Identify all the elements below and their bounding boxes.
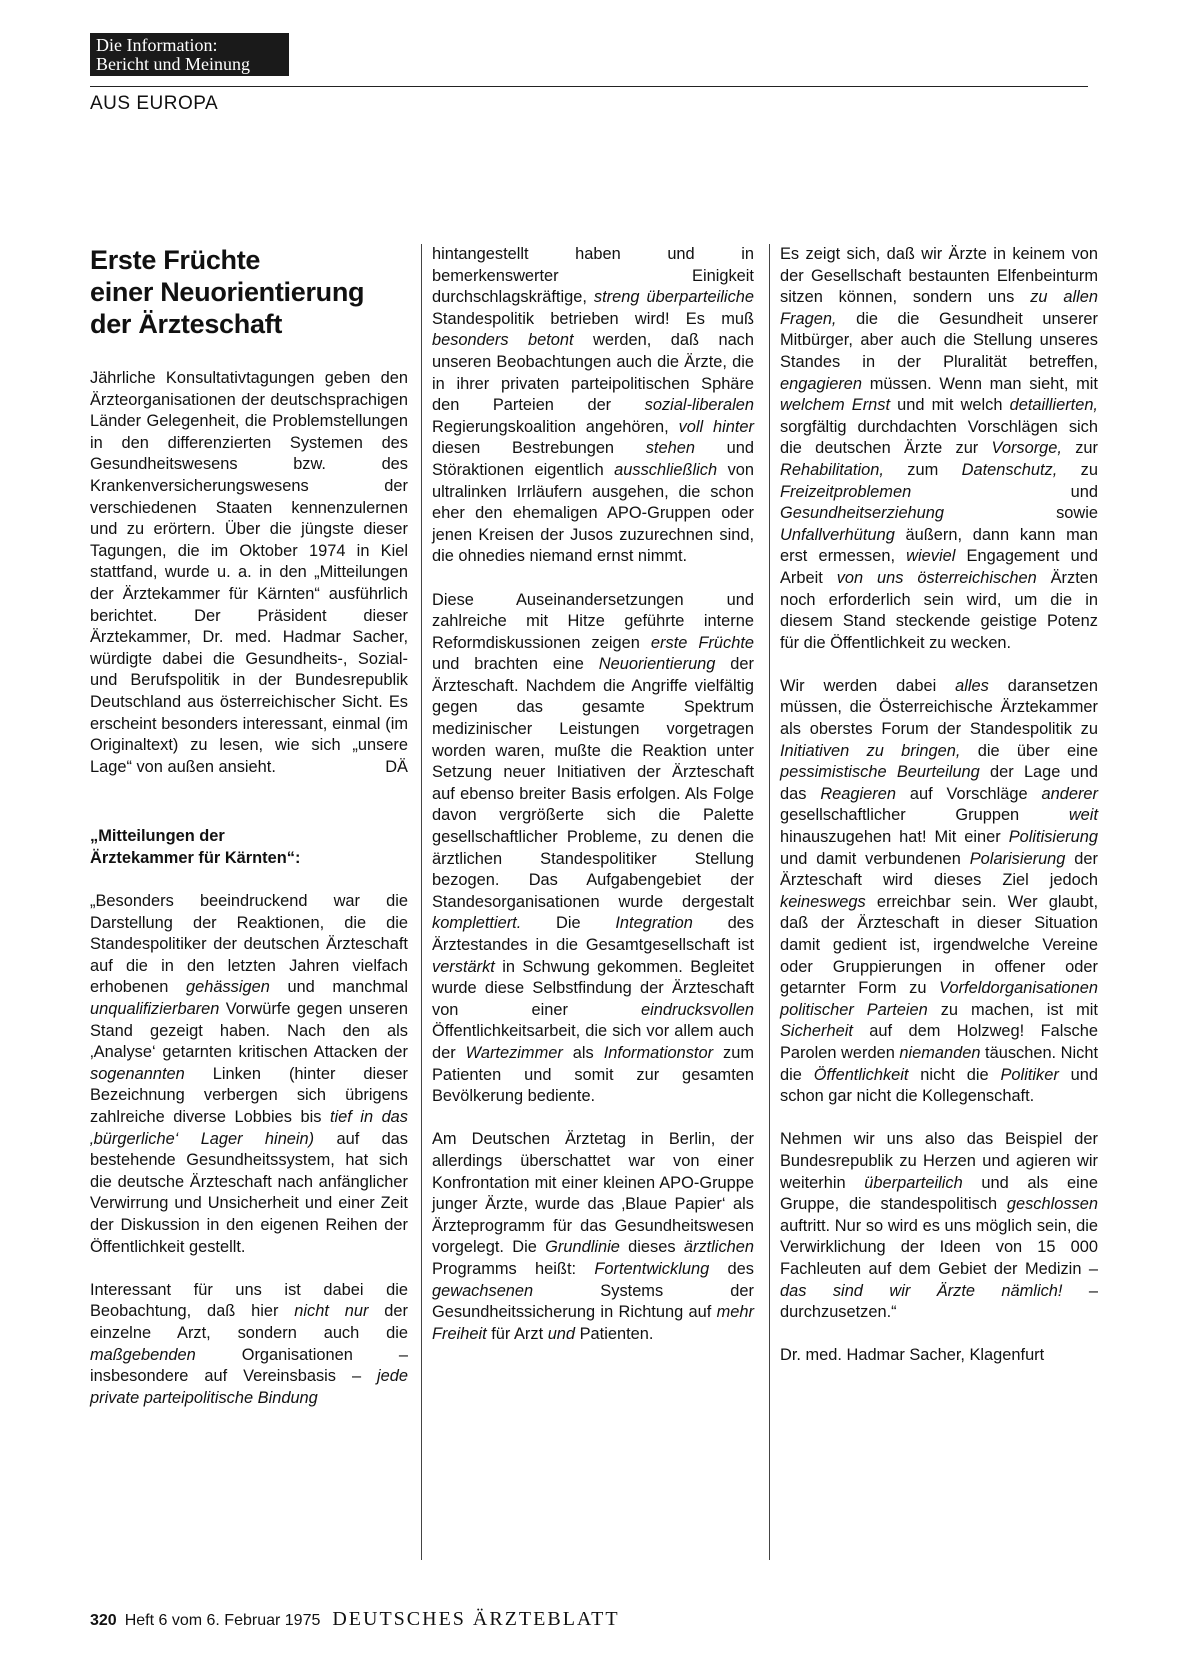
header-rule [90, 86, 1088, 87]
issue-info: Heft 6 vom 6. Februar 1975 [124, 1612, 321, 1629]
paragraph-6: Wir werden dabei alles daransetzen müssen, die Österreichische Ärztekammer als oberstes Forum der Standespolitik zu Initiativen zu bringen, die über eine pessimistische Beurteilung der Lage und das Reagieren auf Vorschläge anderer gesellschaftlicher Gruppen weit hinauszugehen hat! Mit einer Politisierung und damit verbundenen Polarisierung der Ärzteschaft wird dieses Ziel jedoch keineswegs erreichbar sein. Wer glaubt, daß der Ärzteschaft in dieser Situation damit gedient ist, irgendwelche Vereine oder Gruppierungen in offener oder getarnter Form zu Vorfeldorganisationen politischer Parteien zu machen, ist mit Sicherheit auf dem Holzweg! Falsche Parolen werden niemanden täuschen. Nicht die Öffentlichkeit nicht die Politiker und schon gar nicht die Kollegenschaft. [780, 676, 1099, 1106]
paragraph-5: Es zeigt sich, daß wir Ärzte in keinem von der Gesellschaft bestaunten Elfenbeinturm sitzen können, sondern uns zu allen Fragen, die die Gesundheit unserer Mitbürger, aber auch die Stellung unseres Standes in der Pluralität betreffen, engagieren müssen. Wenn man sieht, mit welchem Ernst und mit welch detaillierten, sorgfältig durchdachten Vorschlägen sich die deutschen Ärzte zur Vorsorge, zur Rehabilitation, zum Datenschutz, zu Freizeitproblemen und Gesundheitserziehung sowie Unfallverhütung äußern, dann kann man erst ermessen, wieviel Engagement und Arbeit von uns österreichischen Ärzten noch erforderlich sein wird, um die in diesem Stand steckende geistige Potenz für die Öffentlichkeit zu wecken. [780, 245, 1098, 652]
intro-paragraph: Jährliche Konsultativtagungen geben den Ärzteorganisationen der deutschsprachigen Länder Gelegenheit, die Problemstellungen in den differenzierten Systemen des Gesundheitswesens bzw. des Krankenversicherungswesens der verschiedenen Staaten kennenzulernen und zu erörtern. Über die jüngste dieser Tagungen, die im Oktober 1974 in Kiel stattfand, wurde u. a. in den „Mitteilungen der Ärztekammer für Kärnten“ ausführlich berichtet. Der Präsident dieser Ärztekammer, Dr. med. Hadmar Sacher, würdigte dabei die Gesundheits-, Sozial- und Berufspolitik in der Bundesrepublik Deutschland aus österreichischer Sicht. Es erscheint besonders interessant, einmal (im Originaltext) zu lesen, wie sich „unsere Lage“ von außen ansieht. DÄ [90, 368, 408, 778]
paragraph-2-start: Interessant für uns ist dabei die Beobachtung, daß hier nicht nur der einzelne Arzt, sondern auch die maßgebenden Organisationen – insbesondere auf Vereinsbasis – jede private parteipolitische Bindung [90, 1280, 408, 1407]
column-divider-1 [421, 244, 422, 1560]
magazine-name: DEUTSCHES ÄRZTEBLATT [332, 1608, 620, 1630]
headline: Erste Früchte einer Neuorientierung der Ärzteschaft [90, 245, 365, 339]
paragraph-4: Am Deutschen Ärztetag in Berlin, der allerdings überschattet war von einer Konfrontation mit einer kleinen APO-Gruppe junger Ärzte, wurde das ‚Blaue Papier‘ als Ärzteprogramm für das Gesundheitswesen vorgelegt. Die Grundlinie dieses ärztlichen Programms heißt: Fortentwicklung des gewachsenen Systems der Gesundheitssicherung in Richtung auf mehr Freiheit für Arzt und Patienten. [432, 1130, 754, 1343]
paragraph-1: „Besonders beeindruckend war die Darstellung der Reaktionen, die die Standespolitiker der deutschen Ärzteschaft auf die in den letzten Jahren vielfach erhobenen gehässigen und manchmal unqualifizierbaren Vorwürfe gegen unseren Stand gezeigt haben. Nach den als ‚Analyse‘ getarnten kritischen Attacken der sogenannten Linken (hinter dieser Bezeichnung verbergen sich übrigens zahlreiche diverse Lobbies bis tief in das ‚bürgerliche‘ Lager hinein) auf das bestehende Gesundheitssystem, hat sich die deutsche Ärzteschaft nach anfänglicher Verwirrung und Unsicherheit und einer Zeit der Diskussion in den eigenen Reihen der Öffentlichkeit gestellt. [90, 892, 408, 1256]
intro-signature: DÄ [385, 757, 408, 776]
paragraph-2-cont: hintangestellt haben und in bemerkenswerter Einigkeit durchschlagskräftige, streng überparteiliche Standespolitik betrieben wird! Es muß besonders betont werden, daß nach unseren Beobachtungen auch die Ärzte, die in ihrer privaten parteipolitischen Sphäre den Parteien der sozial-liberalen Regierungskoalition angehören, voll hinter diesen Bestrebungen stehen und Störaktionen eigentlich ausschließlich von ultralinken Irrläufern ausgehen, die schon eher den ehemaligen APO-Gruppen oder jenen Kreisen der Jusos zuzurechnen sind, die ohnedies niemand ernst nimmt. [432, 245, 754, 566]
section-label-line2: Bericht und Meinung [96, 54, 250, 74]
section-label [90, 33, 289, 76]
column-2 [432, 244, 754, 1367]
category-label: AUS EUROPA [90, 93, 219, 114]
paragraph-3: Diese Auseinandersetzungen und zahlreiche mit Hitze geführte interne Reformdiskussionen zeigen erste Früchte und brachten eine Neuorientierung der Ärzteschaft. Nachdem die Angriffe vielfältig gegen das gesamte Spektrum medizinischer Leistungen vorgetragen worden waren, mußte die Reaktion unter Setzung neuer Initiativen der Ärzteschaft auf ebenso breiter Basis erfolgen. Als Folge davon vergrößerte sich die Palette gesellschaftlicher Probleme, zu denen die ärztlichen Standespolitiker Stellung bezogen. Das Aufgabengebiet der Standesorganisationen wurde dergestalt komplettiert. Die Integration des Ärztestandes in die Gesamtgesellschaft ist verstärkt in Schwung gekommen. Begleitet wurde diese Selbstfindung der Ärzteschaft von einer eindrucksvollen Öffentlichkeitsarbeit, die sich vor allem auch der Wartezimmer als Informationstor zum Patienten und somit zur gesamten Bevölkerung bediente. [432, 590, 754, 1106]
paragraph-7: Nehmen wir uns also das Beispiel der Bundesrepublik zu Herzen und agieren wir weiterhin überparteilich und als eine Gruppe, die standespolitisch geschlossen auftritt. Nur so wird es uns möglich sein, die Verwirklichung der Ideen von 15 000 Fachleuten auf dem Gebiet der Medizin – das sind wir Ärzte nämlich! – durchzusetzen.“ [780, 1130, 1099, 1322]
column-3 [780, 244, 1098, 1388]
page-footer [90, 1608, 620, 1631]
section-label-line1: Die Information: [96, 35, 218, 55]
subheading: „Mitteilungen der Ärztekammer für Kärnten“: [90, 827, 301, 867]
page-number: 320 [90, 1612, 117, 1629]
author-signature: Dr. med. Hadmar Sacher, Klagenfurt [780, 1346, 1045, 1365]
column-1 [90, 244, 408, 1431]
column-divider-2 [769, 244, 770, 1560]
